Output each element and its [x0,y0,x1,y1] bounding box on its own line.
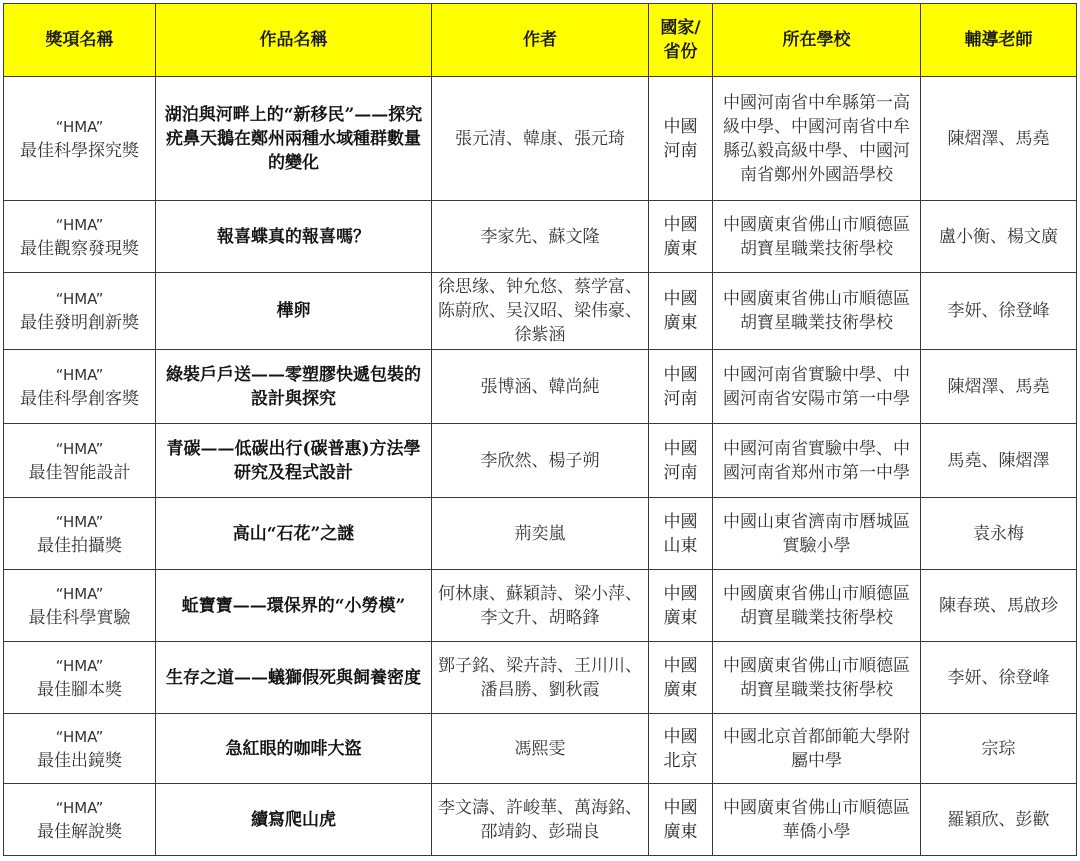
teacher-cell: 陳熠澤、馬堯 [921,77,1077,201]
header-country [649,4,713,77]
work-cell: 續寫爬山虎 [156,784,432,856]
teacher-cell: 陳熠澤、馬堯 [921,350,1077,424]
award-prefix: “HMA” [55,727,104,746]
country-cell [649,424,713,498]
award-prefix: “HMA” [55,365,104,384]
teacher-cell: 陳春瑛、馬啟珍 [921,570,1077,642]
header-country-line2: 省份 [663,42,698,62]
award-name: 最佳拍攝獎 [37,535,122,556]
school-cell: 中國北京首都師範大學附屬中學 [713,714,921,784]
school-cell: 中國廣東省佛山市順德區華僑小學 [713,784,921,856]
award-prefix: “HMA” [55,290,104,308]
award-name: 最佳科學探究獎 [20,140,139,161]
authors-cell: 何林康、蘇穎詩、梁小萍、李文升、胡略鋒 [432,570,649,642]
award-cell [4,498,156,570]
country-line2: 廣東 [663,821,698,842]
country-line2: 廣東 [663,313,698,333]
country-cell [649,784,713,856]
authors-cell: 荊奕嵐 [432,498,649,570]
work-cell: 生存之道——蟻獅假死與飼養密度 [156,642,432,714]
work-cell: 青碳——低碳出行(碳普惠)方法學研究及程式設計 [156,424,432,498]
country-line1: 中國 [663,511,698,532]
country-line2: 廣東 [663,238,698,259]
school-cell: 中國廣東省佛山市順德區胡寶星職業技術學校 [713,570,921,642]
country-cell [649,350,713,424]
work-cell: 綠裝戶戶送——零塑膠快遞包裝的設計與探究 [156,350,432,424]
award-prefix: “HMA” [55,215,104,234]
country-cell [649,201,713,273]
header-school: 所在學校 [713,4,921,77]
country-cell [649,77,713,201]
table-row [4,498,1077,570]
header-country-line1: 國家/ [660,18,701,38]
award-name: 最佳解說獎 [37,821,122,842]
work-cell: 高山“石花”之謎 [156,498,432,570]
award-name: 最佳科學創客獎 [20,388,139,409]
header-row [4,4,1077,77]
award-cell [4,570,156,642]
country-line2: 河南 [663,388,698,409]
table-row [4,424,1077,498]
award-name: 最佳出鏡獎 [37,750,122,771]
country-line2: 廣東 [663,679,698,700]
teacher-cell: 袁永梅 [921,498,1077,570]
table-row [4,273,1077,350]
teacher-cell: 馬堯、陳熠澤 [921,424,1077,498]
header-teacher: 輔導老師 [921,4,1077,77]
authors-cell: 鄧子銘、梁卉詩、王川川、潘昌勝、劉秋霞 [432,642,649,714]
country-cell [649,714,713,784]
authors-cell: 張元清、韓康、張元琦 [432,77,649,201]
country-line2: 北京 [663,750,698,771]
work-cell: 報喜蝶真的報喜嗎？ [156,201,432,273]
table-body [4,77,1077,856]
authors-cell: 李欣然、楊子朔 [432,424,649,498]
country-line1: 中國 [663,797,698,818]
award-prefix: “HMA” [55,656,104,675]
country-line1: 中國 [663,583,698,604]
award-cell [4,77,156,201]
country-line1: 中國 [663,655,698,676]
award-prefix: “HMA” [55,117,104,136]
school-cell: 中國河南省中牟縣第一高級中學、中國河南省中牟縣弘毅高級中學、中國河南省鄭州外國語學校 [713,77,921,201]
country-line1: 中國 [663,214,698,235]
school-cell: 中國廣東省佛山市順德區胡寶星職業技術學校 [713,273,921,350]
country-line1: 中國 [663,438,698,459]
table-row [4,642,1077,714]
header-work: 作品名稱 [156,4,432,77]
award-name: 最佳智能設計 [28,462,131,483]
award-name: 最佳發明創新獎 [20,313,139,333]
country-cell [649,273,713,350]
country-line2: 山東 [663,535,698,556]
award-cell [4,350,156,424]
table-row [4,350,1077,424]
teacher-cell: 羅穎欣、彭歡 [921,784,1077,856]
table-row [4,201,1077,273]
authors-cell: 李文濤、許峻華、萬海銘、邵靖鈞、彭瑞良 [432,784,649,856]
table-row [4,77,1077,201]
country-cell [649,642,713,714]
school-cell: 中國廣東省佛山市順德區胡寶星職業技術學校 [713,201,921,273]
award-cell [4,642,156,714]
header-authors: 作者 [432,4,649,77]
award-cell [4,424,156,498]
award-prefix: “HMA” [55,439,104,458]
work-cell: 湖泊與河畔上的“新移民”——探究疣鼻天鵝在鄭州兩種水域種群數量的變化 [156,77,432,201]
work-cell: 蚯寶寶——環保界的“小勞模” [156,570,432,642]
authors-cell: 李家先、蘇文隆 [432,201,649,273]
authors-cell: 馮熙雯 [432,714,649,784]
award-name: 最佳腳本獎 [37,679,122,700]
work-cell: 急紅眼的咖啡大盜 [156,714,432,784]
country-line2: 河南 [663,140,698,161]
award-name: 最佳觀察發現獎 [20,238,139,259]
work-cell: 樺卵 [156,273,432,350]
school-cell: 中國山東省濟南市曆城區實驗小學 [713,498,921,570]
table-row [4,714,1077,784]
country-cell [649,498,713,570]
teacher-cell: 盧小衡、楊文廣 [921,201,1077,273]
award-cell [4,714,156,784]
teacher-cell: 宗琮 [921,714,1077,784]
country-line2: 廣東 [663,607,698,628]
award-prefix: “HMA” [55,512,104,531]
school-cell: 中國廣東省佛山市順德區胡寶星職業技術學校 [713,642,921,714]
award-cell [4,273,156,350]
table-row [4,570,1077,642]
country-line1: 中國 [663,289,698,309]
award-table-container [3,3,1076,856]
award-table [3,3,1077,856]
country-cell [649,570,713,642]
country-line2: 河南 [663,462,698,483]
school-cell: 中國河南省實驗中學、中國河南省安陽市第一中學 [713,350,921,424]
country-line1: 中國 [663,726,698,747]
authors-cell: 張博涵、韓尚純 [432,350,649,424]
country-line1: 中國 [663,116,698,137]
authors-cell: 徐思缘、钟允悠、蔡学富、陈蔚欣、吴汉昭、梁伟豪、徐紫涵 [432,273,649,350]
award-prefix: “HMA” [55,798,104,817]
country-line1: 中國 [663,364,698,385]
header-award: 獎項名稱 [4,4,156,77]
teacher-cell: 李妍、徐登峰 [921,642,1077,714]
award-cell [4,784,156,856]
teacher-cell: 李妍、徐登峰 [921,273,1077,350]
award-prefix: “HMA” [55,584,104,603]
award-cell [4,201,156,273]
award-name: 最佳科學實驗 [28,607,131,628]
table-row [4,784,1077,856]
school-cell: 中國河南省實驗中學、中國河南省郑州市第一中學 [713,424,921,498]
